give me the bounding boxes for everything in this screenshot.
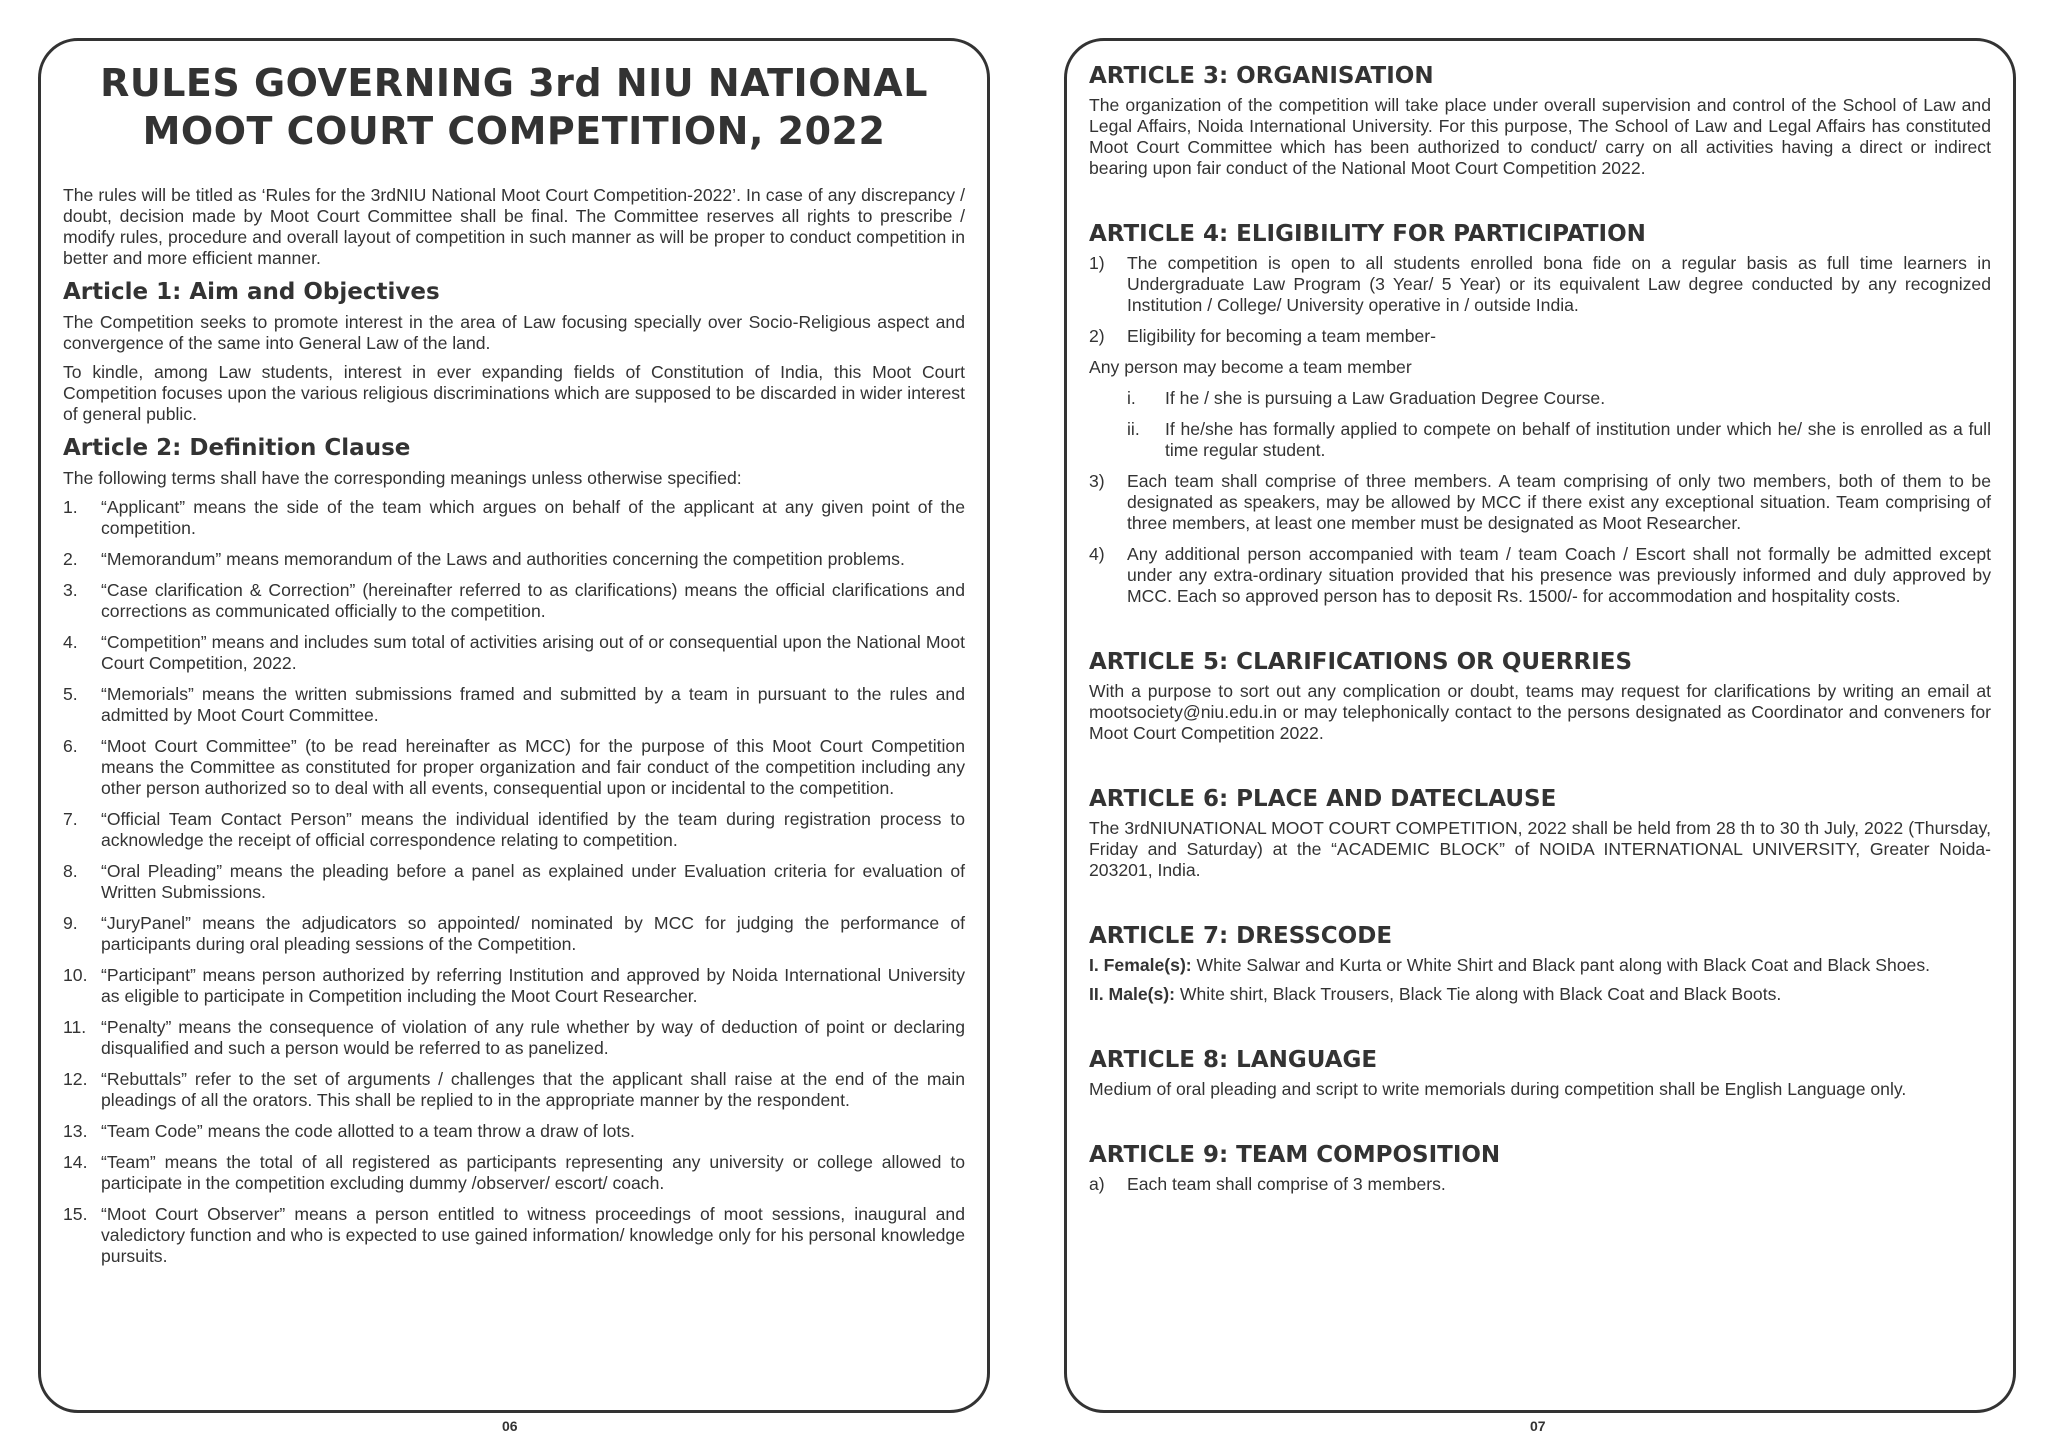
- title-line-1: RULES GOVERNING 3rd NIU NATIONAL: [100, 61, 928, 105]
- article-2-heading: Article 2: Definition Clause: [63, 435, 411, 461]
- eligibility-sublist: [1127, 388, 1991, 461]
- article-1-paragraph-2: To kindle, among Law students, interest in ever expanding fields of Constitution of India, this Moot Court Competition focuses upon the various religious discriminations which are supposed to be discarded in wider interest of general public.: [63, 362, 965, 424]
- intro-paragraph: The rules will be titled as ‘Rules for the 3rdNIU National Moot Court Competition-2022’. In case of any discrepancy / doubt, decision made by Moot Court Committee shall be final. The Committee reserves all rights to prescribe / modify rules, procedure and overall layout of competition in such manner as will be proper to conduct competition in better and more efficient manner.: [63, 185, 965, 268]
- team-composition-list: [1089, 1174, 1991, 1195]
- list-item: 13. “Team Code” means the code allotted to a team throw a draw of lots.: [63, 1121, 635, 1141]
- definition-list: [63, 497, 965, 1267]
- article-7-heading: ARTICLE 7: DRESSCODE: [1089, 923, 1393, 949]
- list-item: 3) Each team shall comprise of three members. A team comprising of only two members, both of them to be designated as speakers, may be allowed by MCC if there exist any exceptional situation. Team comprising of three members, at least one member must be designated as Moot Researcher.: [1089, 471, 1991, 533]
- article-5-heading: ARTICLE 5: CLARIFICATIONS OR QUERRIES: [1089, 649, 1633, 675]
- list-item: 9. “JuryPanel” means the adjudicators so appointed/ nominated by MCC for judging the performance of participants during oral pleading sessions of the Competition.: [63, 913, 965, 954]
- title-line-2: MOOT COURT COMPETITION, 2022: [142, 109, 886, 153]
- article-3-text: The organization of the competition will take place under overall supervision and control of the School of Law and Legal Affairs, Noida International University. For this purpose, The School of Law and Legal Affairs has constituted Moot Court Committee which has been authorized to conduct/ carry on all activities having a direct or indirect bearing upon fair conduct of the National Moot Court Competition 2022.: [1089, 95, 1991, 178]
- eligibility-list-continued: [1089, 471, 1991, 607]
- article-2-intro: The following terms shall have the corresponding meanings unless otherwise specified:: [63, 468, 742, 488]
- list-item: 1) The competition is open to all students enrolled bona fide on a regular basis as full time learners in Undergraduate Law Program (3 Year/ 5 Year) or its equivalent Law degree conducted by any recognized Institution / College/ University operative in / outside India.: [1089, 253, 1991, 315]
- list-item: 1. “Applicant” means the side of the team which argues on behalf of the applicant at any given point of the competition.: [63, 497, 965, 538]
- list-item: 4) Any additional person accompanied with team / team Coach / Escort shall not formally be admitted except under any extra-ordinary situation provided that his presence was previously informed and duly approved by MCC. Each so approved person has to deposit Rs. 1500/- for accommodation and hospitality costs.: [1089, 544, 1991, 606]
- article-1-paragraph-1: The Competition seeks to promote interest in the area of Law focusing specially over Socio-Religious aspect and convergence of the same into General Law of the land.: [63, 312, 965, 353]
- article-4-heading: ARTICLE 4: ELIGIBILITY FOR PARTICIPATION: [1089, 221, 1646, 247]
- article-9-heading: ARTICLE 9: TEAM COMPOSITION: [1089, 1142, 1501, 1168]
- list-item: 2. “Memorandum” means memorandum of the Laws and authorities concerning the competition problems.: [63, 549, 905, 569]
- list-item: 12. “Rebuttals” refer to the set of arguments / challenges that the applicant shall raise at the end of the main pleadings of all the orators. This shall be replied to in the appropriate manner by the respondent.: [63, 1069, 965, 1110]
- dresscode-female: [1089, 955, 1991, 976]
- page-number-left: 06: [502, 1418, 518, 1434]
- article-8-heading: ARTICLE 8: LANGUAGE: [1089, 1047, 1378, 1073]
- list-item: 4. “Competition” means and includes sum total of activities arising out of or consequential upon the National Moot Court Competition, 2022.: [63, 632, 965, 673]
- female-label: I. Female(s):: [1089, 955, 1192, 975]
- left-page-frame: [38, 38, 990, 1413]
- article-1-heading: Article 1: Aim and Objectives: [63, 279, 440, 305]
- article-6-text: The 3rdNIUNATIONAL MOOT COURT COMPETITION, 2022 shall be held from 28 th to 30 th July, 2022 (Thursday, Friday and Saturday) at the “ACADEMIC BLOCK” of NOIDA INTERNATIONAL UNIVERSITY, Greater Noida-203201, India.: [1089, 818, 1991, 880]
- dresscode-male: [1089, 984, 1991, 1005]
- list-item: 5. “Memorials” means the written submissions framed and submitted by a team in pursuant to the rules and admitted by Moot Court Committee.: [63, 684, 965, 725]
- male-label: II. Male(s):: [1089, 984, 1176, 1004]
- list-item: 2) Eligibility for becoming a team member-: [1089, 326, 1436, 346]
- list-item: 8. “Oral Pleading” means the pleading before a panel as explained under Evaluation criteria for evaluation of Written Submissions.: [63, 861, 965, 902]
- list-item: 15. “Moot Court Observer” means a person entitled to witness proceedings of moot sessions, inaugural and valedictory function and who is expected to use gained information/ knowledge only for his personal knowledge pursuits.: [63, 1204, 965, 1266]
- article-3-heading: ARTICLE 3: ORGANISATION: [1089, 63, 1434, 89]
- list-item: 6. “Moot Court Committee” (to be read hereinafter as MCC) for the purpose of this Moot Court Competition means the Committee as constituted for proper organization and fair conduct of the competition including any other person authorized so to deal with all events, consequential upon or incidental to the competition.: [63, 736, 965, 798]
- list-item: a) Each team shall comprise of 3 members.: [1089, 1174, 1446, 1194]
- list-item: 3. “Case clarification & Correction” (hereinafter referred to as clarifications) means the official clarifications and corrections as communicated officially to the competition.: [63, 580, 965, 621]
- any-person-text: Any person may become a team member: [1089, 357, 1412, 377]
- list-item: 14. “Team” means the total of all registered as participants representing any university or college allowed to participate in the competition excluding dummy /observer/ escort/ coach.: [63, 1152, 965, 1193]
- list-item: i. If he / she is pursuing a Law Graduation Degree Course.: [1127, 388, 1606, 408]
- eligibility-list: [1089, 253, 1991, 347]
- article-5-text: With a purpose to sort out any complication or doubt, teams may request for clarifications by writing an email at mootsociety@niu.edu.in or may telephonically contact to the persons designated as Coordinator and conveners for Moot Court Competition 2022.: [1089, 681, 1991, 743]
- left-page-content: [63, 59, 965, 1277]
- right-page-frame: [1064, 38, 2016, 1413]
- male-text: White shirt, Black Trousers, Black Tie along with Black Coat and Black Boots.: [1175, 984, 1782, 1004]
- list-item: 11. “Penalty” means the consequence of violation of any rule whether by way of deduction of point or declaring disqualified and such a person would be referred to as panelized.: [63, 1017, 965, 1058]
- female-text: White Salwar and Kurta or White Shirt and Black pant along with Black Coat and Black Shoes.: [1191, 955, 1931, 975]
- page-number-right: 07: [1530, 1418, 1546, 1434]
- list-item: 10. “Participant” means person authorized by referring Institution and approved by Noida International University as eligible to participate in Competition including the Moot Court Researcher.: [63, 965, 965, 1006]
- list-item: ii. If he/she has formally applied to compete on behalf of institution under which he/ she is enrolled as a full time regular student.: [1127, 419, 1991, 460]
- right-page: [1024, 0, 2048, 1448]
- article-8-text: Medium of oral pleading and script to write memorials during competition shall be English Language only.: [1089, 1079, 1907, 1099]
- article-6-heading: ARTICLE 6: PLACE AND DATECLAUSE: [1089, 786, 1557, 812]
- document-title: [63, 59, 965, 155]
- right-page-content: [1089, 61, 1991, 1205]
- list-item: 7. “Official Team Contact Person” means the individual identified by the team during registration process to acknowledge the receipt of official correspondence relating to competition.: [63, 809, 965, 850]
